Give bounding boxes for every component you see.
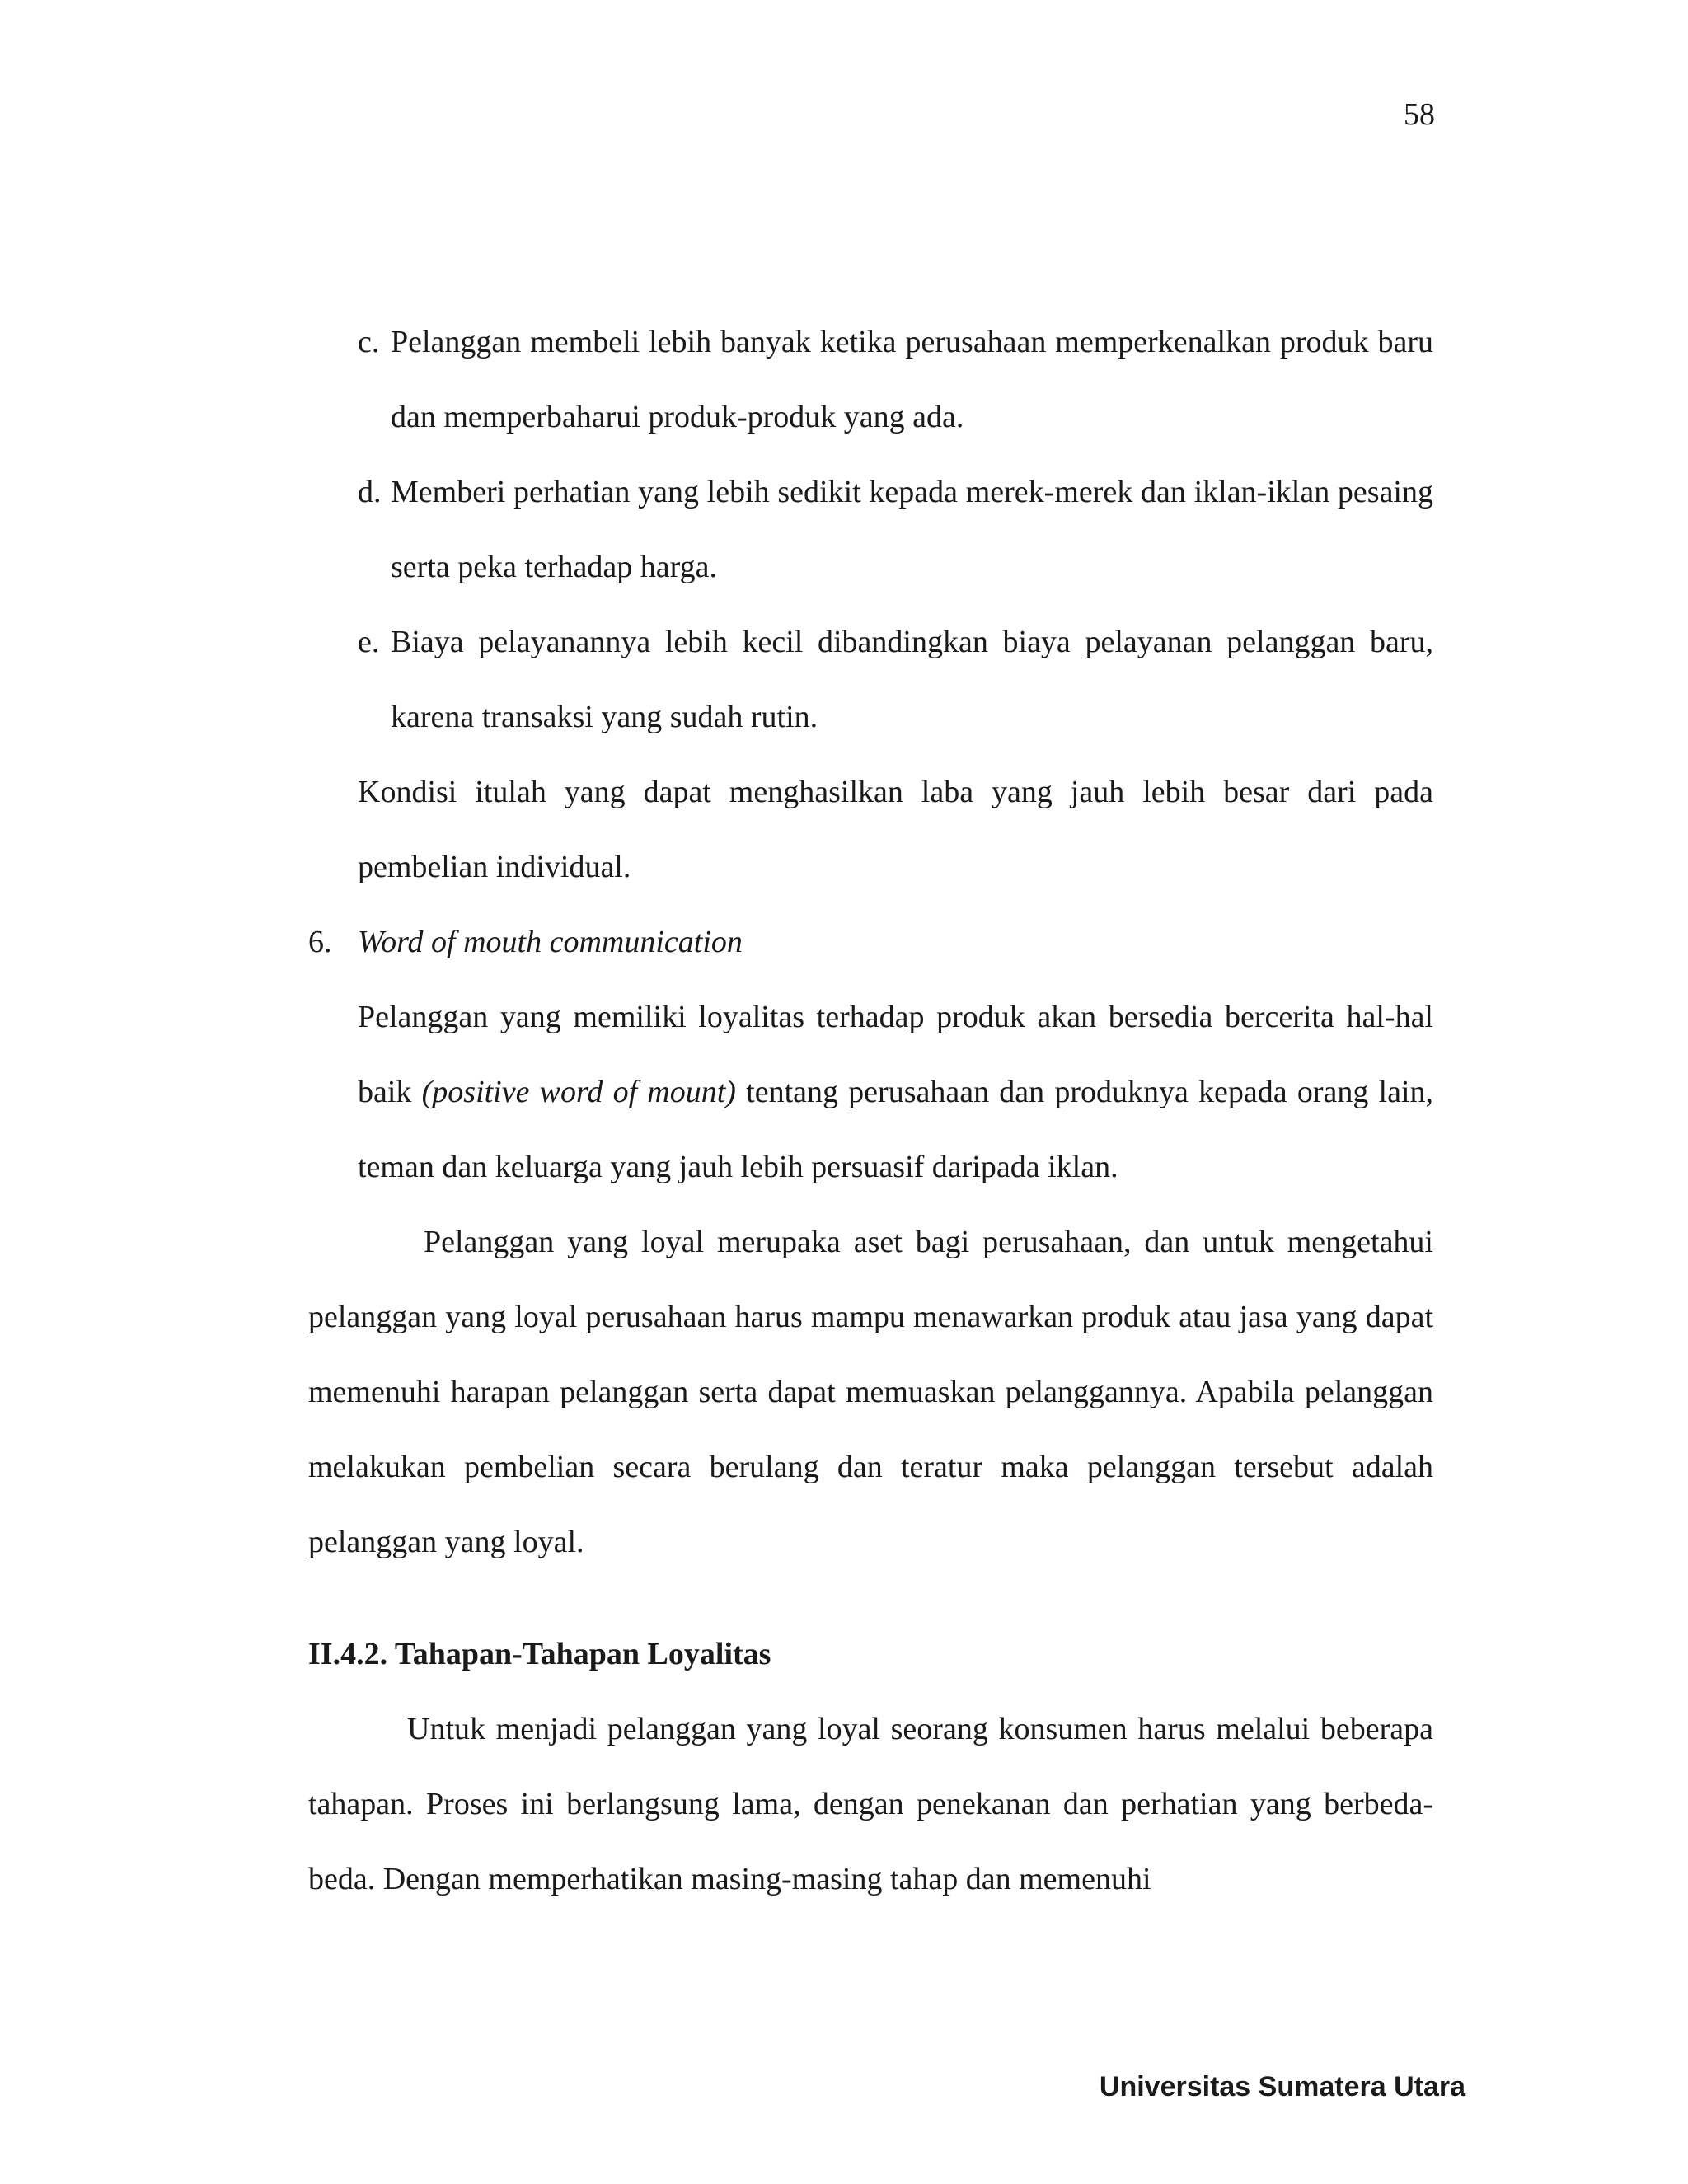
list-item-text: Pelanggan membeli lebih banyak ketika perusahaan memperkenalkan produk baru dan memperbaharui produk-produk yang ada. [391,325,1433,434]
loyal-paragraph: Pelanggan yang loyal merupaka aset bagi perusahaan, dan untuk mengetahui pelanggan yang loyal perusahaan harus mampu menawarkan produk atau jasa yang dapat memenuhi harapan pelanggan serta dapat memuaskan pelanggannya. Apabila pelanggan melakukan pembelian secara berulang dan teratur maka pelanggan tersebut adalah pelanggan yang loyal. [308,1225,1433,1559]
tahapan-paragraph: Untuk menjadi pelanggan yang loyal seorang konsumen harus melalui beberapa tahapan. Proses ini berlangsung lama, dengan penekanan dan perhatian yang berbeda-beda. Dengan memperhatikan masing-masing tahap dan memenuhi [308,1712,1433,1896]
list-item-d [358,455,1433,605]
page-number: 58 [1404,97,1435,132]
list-item-text: Biaya pelayanannya lebih kecil dibandingkan biaya pelayanan pelanggan baru, karena transaksi yang sudah rutin. [391,625,1433,734]
item-6-title: Word of mouth communication [358,925,743,959]
list-marker: e. [358,625,380,659]
list-marker: d. [358,475,382,509]
list-marker: c. [358,325,380,359]
item-6-text-italic: (positive word of mount) [421,1075,736,1109]
section-heading: II.4.2. Tahapan-Tahapan Loyalitas [308,1637,771,1671]
list-item-e [358,605,1433,755]
item-6-paragraph [358,980,1433,1205]
list-item-text: Memberi perhatian yang lebih sedikit kepada merek-merek dan iklan-iklan pesaing serta peka terhadap harga. [391,475,1433,584]
document-body [308,305,1433,1917]
list-item-c [358,305,1433,455]
item-6-text-before: Pelanggan yang memiliki loyalitas terhadap produk akan bersedia bercerita hal-hal baik [358,1000,1433,1109]
item-6-number: 6. [308,925,332,959]
footer-university: Universitas Sumatera Utara [1099,2071,1465,2102]
kondisi-paragraph: Kondisi itulah yang dapat menghasilkan laba yang jauh lebih besar dari pada pembelian individual. [358,775,1433,884]
item-6-heading [308,905,1433,980]
item-6-text-after: tentang perusahaan dan produknya kepada orang lain, teman dan keluarga yang jauh lebih persuasif daripada iklan. [358,1075,1433,1184]
